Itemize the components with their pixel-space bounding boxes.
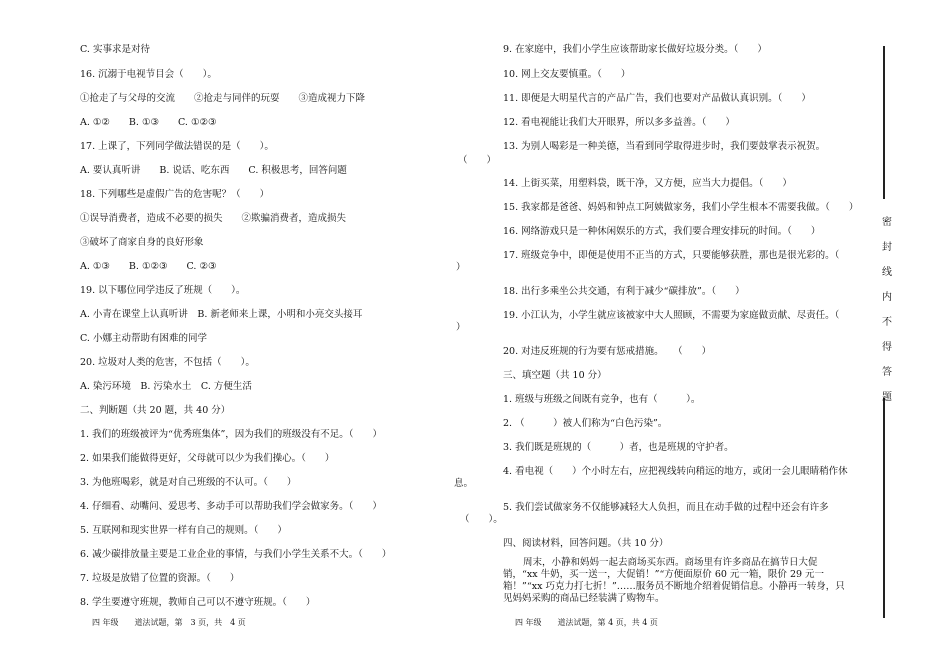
- right-line-4: 13. 为别人喝彩是一种美德，当看到同学取得进步时，我们要鼓掌表示祝贺。: [503, 141, 826, 152]
- left-line-13: 20. 垃圾对人类的危害，不包括（ ）。: [80, 357, 255, 368]
- right-line-18: 3. 我们既是班规的（ ）者，也是班规的守护者。: [503, 442, 734, 453]
- binding-line-top: [883, 46, 885, 199]
- binding-char: 不: [882, 317, 892, 328]
- left-line-8: ③破坏了商家自身的良好形象: [80, 237, 204, 248]
- left-line-1: 16. 沉溺于电视节目会（ ）。: [80, 69, 217, 80]
- right-page: [454, 0, 880, 672]
- left-line-20: 5. 互联网和现实世界一样有自己的规则。（ ）: [80, 525, 287, 536]
- right-line-9: 17. 班级竞争中，即便是使用不正当的方式，只要能够获胜，那也是很光彩的。（: [503, 250, 840, 261]
- right-line-15: 三、填空题（共 10 分）: [503, 370, 607, 381]
- right-line-24: 周末，小静和妈妈一起去商场买东西。商场里有许多商品在搞节日大促销，“xx 牛奶，买一送一，大促销！”“方便面原价 60 元一箱，限价 29 元一箱！”“xx 巧克力打七折！”……服务员不断地介绍着促销信息。小静再一转身，只见妈妈采购的商品已经装满了购物车。: [503, 557, 845, 604]
- right-line-5: （ ）: [458, 155, 497, 166]
- right-line-11: 18. 出行多乘坐公共交通，有利于减少“碳排放”。（ ）: [503, 286, 745, 297]
- left-line-21: 6. 减少碳排放量主要是工业企业的事情，与我们小学生关系不大。（ ）: [80, 549, 392, 560]
- binding-line-bottom: [883, 398, 885, 618]
- right-line-7: 15. 我家都是爸爸、妈妈和钟点工阿姨做家务，我们小学生根本不需要我做。（ ）: [503, 202, 859, 213]
- left-line-11: A. 小青在课堂上认真听讲 B. 新老师来上课，小明和小亮交头接耳: [80, 309, 363, 320]
- left-line-10: 19. 以下哪位同学违反了班规（ ）。: [80, 285, 246, 296]
- left-line-16: 1. 我们的班级被评为“优秀班集体”，因为我们的班级没有不足。（ ）: [80, 429, 383, 440]
- right-line-23: 四、阅读材料，回答问题。（共 10 分）: [503, 538, 669, 549]
- left-footer: 四 年级 道法试题，第 3 页，共 4 页: [92, 618, 246, 627]
- right-line-21: 5. 我们尝试做家务不仅能够减轻大人负担，而且在动手做的过程中还会有许多: [503, 502, 829, 513]
- binding-char: 答: [882, 367, 892, 378]
- left-line-14: A. 染污环境 B. 污染水土 C. 方便生活: [80, 381, 252, 392]
- right-line-0: 9. 在家庭中，我们小学生应该帮助家长做好垃圾分类。（ ）: [503, 44, 767, 55]
- right-line-12: 19. 小江认为，小学生就应该被家中大人照顾，不需要为家庭做贡献、尽责任。（: [503, 310, 840, 321]
- right-line-14: 20. 对违反班规的行为要有惩戒措施。 （ ）: [503, 346, 712, 357]
- right-line-10: ）: [456, 262, 466, 273]
- left-line-23: 8. 学生要遵守班规，教师自己可以不遵守班规。（ ）: [80, 597, 316, 608]
- left-line-6: 18. 下列哪些是虚假广告的危害呢？（ ）: [80, 189, 270, 200]
- binding-char: 得: [882, 342, 892, 353]
- left-line-12: C. 小娜主动帮助有困难的同学: [80, 333, 207, 344]
- left-line-0: C. 实事求是对待: [80, 44, 150, 55]
- right-line-3: 12. 看电视能让我们大开眼界，所以多多益善。（ ）: [503, 117, 735, 128]
- right-line-1: 10. 网上交友要慎重。（ ）: [503, 69, 631, 80]
- binding-char: 线: [882, 267, 892, 278]
- right-line-22: （ ）。: [460, 514, 503, 525]
- right-line-17: 2. （ ）被人们称为“白色污染”。: [503, 418, 668, 429]
- left-line-5: A. 要认真听讲 B. 说话、吃东西 C. 积极思考，回答问题: [80, 165, 347, 176]
- left-line-7: ①误导消费者，造成不必要的损失 ②欺骗消费者，造成损失: [80, 213, 347, 224]
- left-line-22: 7. 垃圾是放错了位置的资源。（ ）: [80, 573, 240, 584]
- right-footer: 四 年级 道法试题，第 4 页，共 4 页: [515, 618, 658, 627]
- right-line-20: 息。: [454, 478, 474, 489]
- right-line-19: 4. 看电视（ ）个小时左右，应把视线转向稍远的地方，或闭一会儿眼睛稍作休: [503, 466, 848, 477]
- right-line-2: 11. 即便是大明星代言的产品广告，我们也要对产品做认真识别。（ ）: [503, 93, 811, 104]
- left-line-4: 17. 上课了，下列同学做法错误的是（ ）。: [80, 141, 274, 152]
- right-line-8: 16. 网络游戏只是一种休闲娱乐的方式，我们要合理安排玩的时间。（ ）: [503, 226, 821, 237]
- left-line-18: 3. 为他班喝彩，就是对自己班级的不认可。（ ）: [80, 477, 297, 488]
- right-line-6: 14. 上街买菜，用塑料袋，既干净，又方便，应当大力提倡。（ ）: [503, 178, 792, 189]
- binding-char: 密: [882, 217, 892, 228]
- left-line-9: A. ①③ B. ①②③ C. ②③: [80, 261, 217, 272]
- right-line-16: 1. 班级与班级之间既有竞争，也有（ ）。: [503, 394, 701, 405]
- left-line-2: ①抢走了与父母的交流 ②抢走与同伴的玩耍 ③造成视力下降: [80, 93, 366, 104]
- binding-char: 内: [882, 292, 892, 303]
- left-line-15: 二、判断题（共 20 题，共 40 分）: [80, 405, 231, 416]
- left-line-19: 4. 仔细看、动嘴问、爱思考、多动手可以帮助我们学会做家务。（ ）: [80, 501, 382, 512]
- right-line-13: ）: [456, 322, 466, 333]
- binding-char: 题: [882, 392, 892, 403]
- left-line-3: A. ①② B. ①③ C. ①②③: [80, 117, 217, 128]
- binding-char: 封: [882, 242, 892, 253]
- left-line-17: 2. 如果我们能做得更好，父母就可以少为我们操心。（ ）: [80, 453, 335, 464]
